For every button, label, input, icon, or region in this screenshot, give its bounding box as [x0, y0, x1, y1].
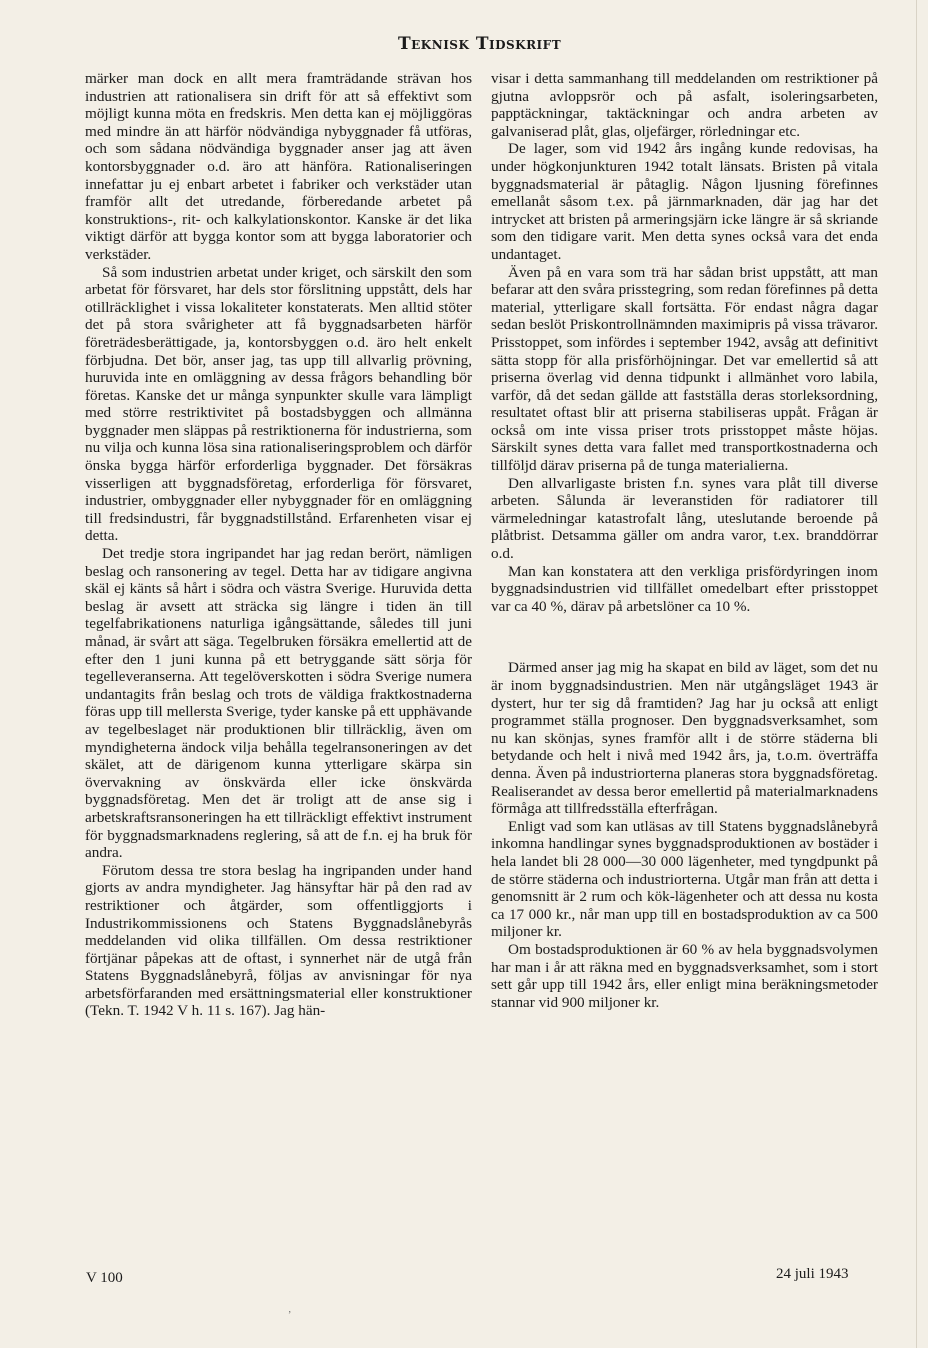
paragraph: Det tredje stora ingripandet har jag redan berört, nämligen beslag och ransonering av tegel. Detta har av tidigare angivna skäl ej känts så hårt i södra och västra Sverige. Huruvida detta beslag är avsett att sträcka sig längre i tiden än till tegelfabrikationens naturliga igångsättande, således till juni månad, är svårt att säga. Tegelbruken försäkra emellertid att de efter den 1 juni kunna på ett betryggande sätt sörja för tegelleveranserna. Att tegelöverskotten i södra Sverige numera undantagits från beslag och trots de väldiga fraktkostnaderna föras upp till mellersta Sverige, tyder kanske på ett upphävande av tegelbeslaget när produktionen blir tillräcklig, även om myndigheterna ändock vilja behålla tegelransoneringen av det skälet, att de därigenom kunna ytterligare skärpa sin övervakning av önskvärda eller icke önskvärda byggnadsföretag. Men det är troligt att de anse sig i arbetskraftsransoneringen ha ett tillräckligt effektivt instrument för byggnadsmarknadens reglering, så att de f.n. ej ha bruk för andra. — [85, 545, 472, 862]
paragraph: märker man dock en allt mera framträdande strävan hos industrien att rationalisera sin drift för att så effektivt som möjligt kunna möta en fredskris. Men detta kan ej möjliggöras med mindre än att härför nödvändiga nybyggnader få utföras, och som sådana nödvändiga byggnader anser jag att även kontorsbyggnader o.d. äro att hänföra. Rationaliseringen innefattar ju ej enbart arbetet i fabriker och verkstäder utan framför allt det utredande, förberedande arbetet på konstruktions-, rit- och kalkylationskontor. Kanske är det lika viktigt därför att bygga kontor som att bygga laboratorier och verkstäder. — [85, 70, 472, 263]
paragraph: Enligt vad som kan utläsas av till Statens byggnadslånebyrå inkomna handlingar synes byggnadsproduktionen av bostäder i hela landet bli 28 000—30 000 lägenheter, med tyngdpunkt på de större städerna och industriorterna. Utgår man från att detta i genomsnitt är 2 rum och kök-lägenheter och att dessa nu kosta ca 17 000 kr., når man upp till en bostadsproduktion av ca 500 miljoner kr. — [491, 817, 878, 941]
paragraph: Därmed anser jag mig ha skapat en bild av läget, som det nu är inom byggnadsindustrien. Men när utgångsläget 1943 är dystert, hur ter sig då framtiden? Jag har ju också att enligt programmet ställa prognoser. Den byggnadsverksamhet, som nu kan skönjas, synes framför allt i de större städerna bli betydande och helt i nivå med 1942 års, ja, t.o.m. överträffa denna. Även på industriorterna planeras stora byggnadsföretag. Realiserandet av dessa beror emellertid på materialmarknadens förmåga att tillfredsställa efterfrågan. — [491, 659, 878, 818]
paragraph: Även på en vara som trä har sådan brist uppstått, att man befarar att den svåra prisstegring, som redan förefinnes på detta material, ytterligare skall fortsätta. För endast några dagar sedan beslöt Priskontrollnämnden maximipris på vissa trävaror. Prisstoppet, som infördes i september 1942, avsåg att definitivt sätta stopp för alla prisförhöjningar. Det var emellertid så att priserna överlag vid denna tidpunkt i allmänhet voro labila, varför, då det sedan gällde att fastställa deras storleksordning, resultatet oftast blir att priserna stabiliseras uppåt. Frågan är också om inte vissa priser trots prisstoppet måste höjas. Särskilt synes detta vara fallet med transportkostnaderna och tillföljd därav priserna på de tunga materialierna. — [491, 263, 878, 475]
right-column — [491, 70, 878, 1011]
issue-date: 24 juli 1943 — [776, 1266, 849, 1282]
stray-mark: ʼ — [288, 1310, 292, 1321]
left-column — [85, 70, 472, 1020]
section-gap — [491, 615, 878, 659]
page-number: V 100 — [86, 1270, 123, 1286]
paragraph: Den allvarligaste bristen f.n. synes vara plåt till diverse arbeten. Sålunda är leveranstiden för radiatorer till värmeledningar katastrofalt lång, uteslutande beroende på plåtbrist. Detsamma gäller om andra varor, t.ex. branddörrar o.d. — [491, 474, 878, 563]
paragraph: visar i detta sammanhang till meddelanden om restriktioner på gjutna avloppsrör och på asfalt, isoleringsarbeten, papptäckningar, taktäckningar och andra arbeten av galvaniserad plåt, glas, oljefärger, rörledningar etc. — [491, 70, 878, 140]
paragraph: De lager, som vid 1942 års ingång kunde redovisas, ha under högkonjunkturen 1942 totalt länsats. Bristen på vitala byggnadsmaterial är påtaglig. Någon ljusning förefinnes emellanåt såsom t.ex. på järnmarknaden, där jag har det intrycket att bristen på armeringsjärn icke längre är så skriande som den tidigare varit. Men detta synes också vara det enda undantaget. — [491, 140, 878, 263]
paragraph: Man kan konstatera att den verkliga prisfördyringen inom byggnadsindustrien vid tillfället omedelbart efter prisstoppet var ca 40 %, därav på arbetslöner ca 10 %. — [491, 562, 878, 615]
paragraph: Förutom dessa tre stora beslag ha ingripanden under hand gjorts av andra myndigheter. Jag hänsyftar här på den rad av restriktioner och åtgärder, som offentliggjorts i Industrikommissionens och Statens Byggnadslånebyrås meddelanden vid olika tillfällen. Om dessa restriktioner förtjänar påpekas att de oftast, i synnerhet när de utgå från Statens Byggnadslånebyrå, följas av anvisningar för nya arbetsförfaranden med ersättningsmaterial eller konstruktioner (Tekn. T. 1942 V h. 11 s. 167). Jag hän- — [85, 861, 472, 1020]
paragraph: Om bostadsproduktionen är 60 % av hela byggnadsvolymen har man i år att räkna med en byggnadsverksamhet, som i stort sett går upp till 1942 års, eller enligt mina beräkningsmetoder stannar vid 900 miljoner kr. — [491, 940, 878, 1011]
page-edge — [916, 0, 917, 1348]
paragraph: Så som industrien arbetat under kriget, och särskilt den som arbetat för försvaret, har dels stor förslitning uppstått, dels har otillräcklighet i vissa lokaliteter konstaterats. Men alltid stöter det på stora svårigheter att få byggnadsarbeten härför företrädesberättigade, ja, kontorsbyggen o.d. äro helt enkelt förbjudna. Det bör, anser jag, tas upp till allvarlig prövning, huruvida inte en omläggning av dessa frågors behandling bör företas. Kanske det ur många synpunkter skulle vara lämpligt med större restriktivitet på bostadsbyggen och allmänna byggnader men släppas på restriktionerna för industrierna, som nu vilja och kunna lösa sina rationaliseringsproblem och därför önska bygga härför erforderliga byggnader. Det försäkras visserligen att byggnadsföretag, erforderliga för försvaret, industrier, ombyggnader eller nybyggnader för en omläggning till fredsindustri, får byggnadstillstånd. Erfarenheten visar ej detta. — [85, 263, 472, 545]
journal-masthead: Teknisk Tidskrift — [398, 34, 562, 54]
